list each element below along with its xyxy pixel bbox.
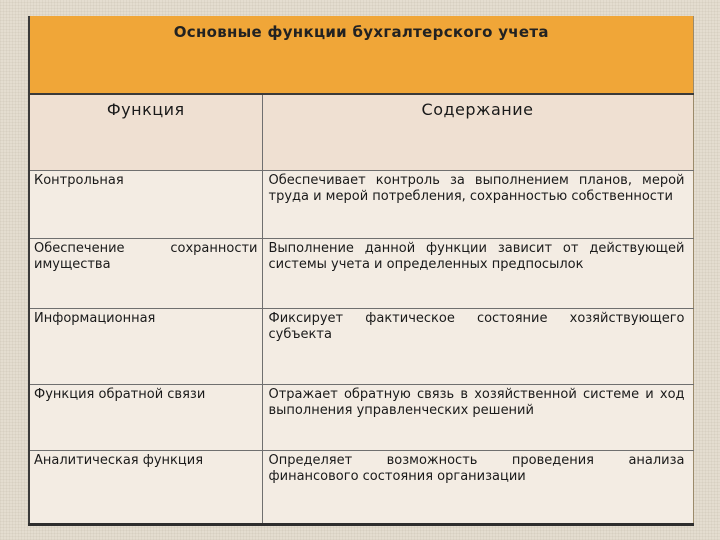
function-cell: Функция обратной связи (29, 385, 262, 451)
content-cell: Выполнение данной функции зависит от действующей системы учета и определенных предпосылок (262, 239, 693, 309)
table-row (29, 309, 693, 385)
table-title: Основные функции бухгалтерского учета (29, 16, 693, 94)
function-cell: Аналитическая функция (29, 451, 262, 525)
column-header-function: Функция (29, 94, 262, 171)
table-row (29, 385, 693, 451)
function-cell: Информационная (29, 309, 262, 385)
content-cell: Обеспечивает контроль за выполнением планов, мерой труда и мерой потребления, сохранностью собственности (262, 171, 693, 239)
table-row (29, 171, 693, 239)
column-header-content: Содержание (262, 94, 693, 171)
content-cell: Определяет возможность проведения анализа финансового состояния организации (262, 451, 693, 525)
content-cell: Отражает обратную связь в хозяйственной системе и ход выполнения управленческих решений (262, 385, 693, 451)
function-cell: Контрольная (29, 171, 262, 239)
table-row (29, 451, 693, 525)
table-row (29, 239, 693, 309)
function-cell: Обеспечение сохранности имущества (29, 239, 262, 309)
functions-table (28, 16, 694, 526)
content-cell: Фиксирует фактическое состояние хозяйствующего субъекта (262, 309, 693, 385)
